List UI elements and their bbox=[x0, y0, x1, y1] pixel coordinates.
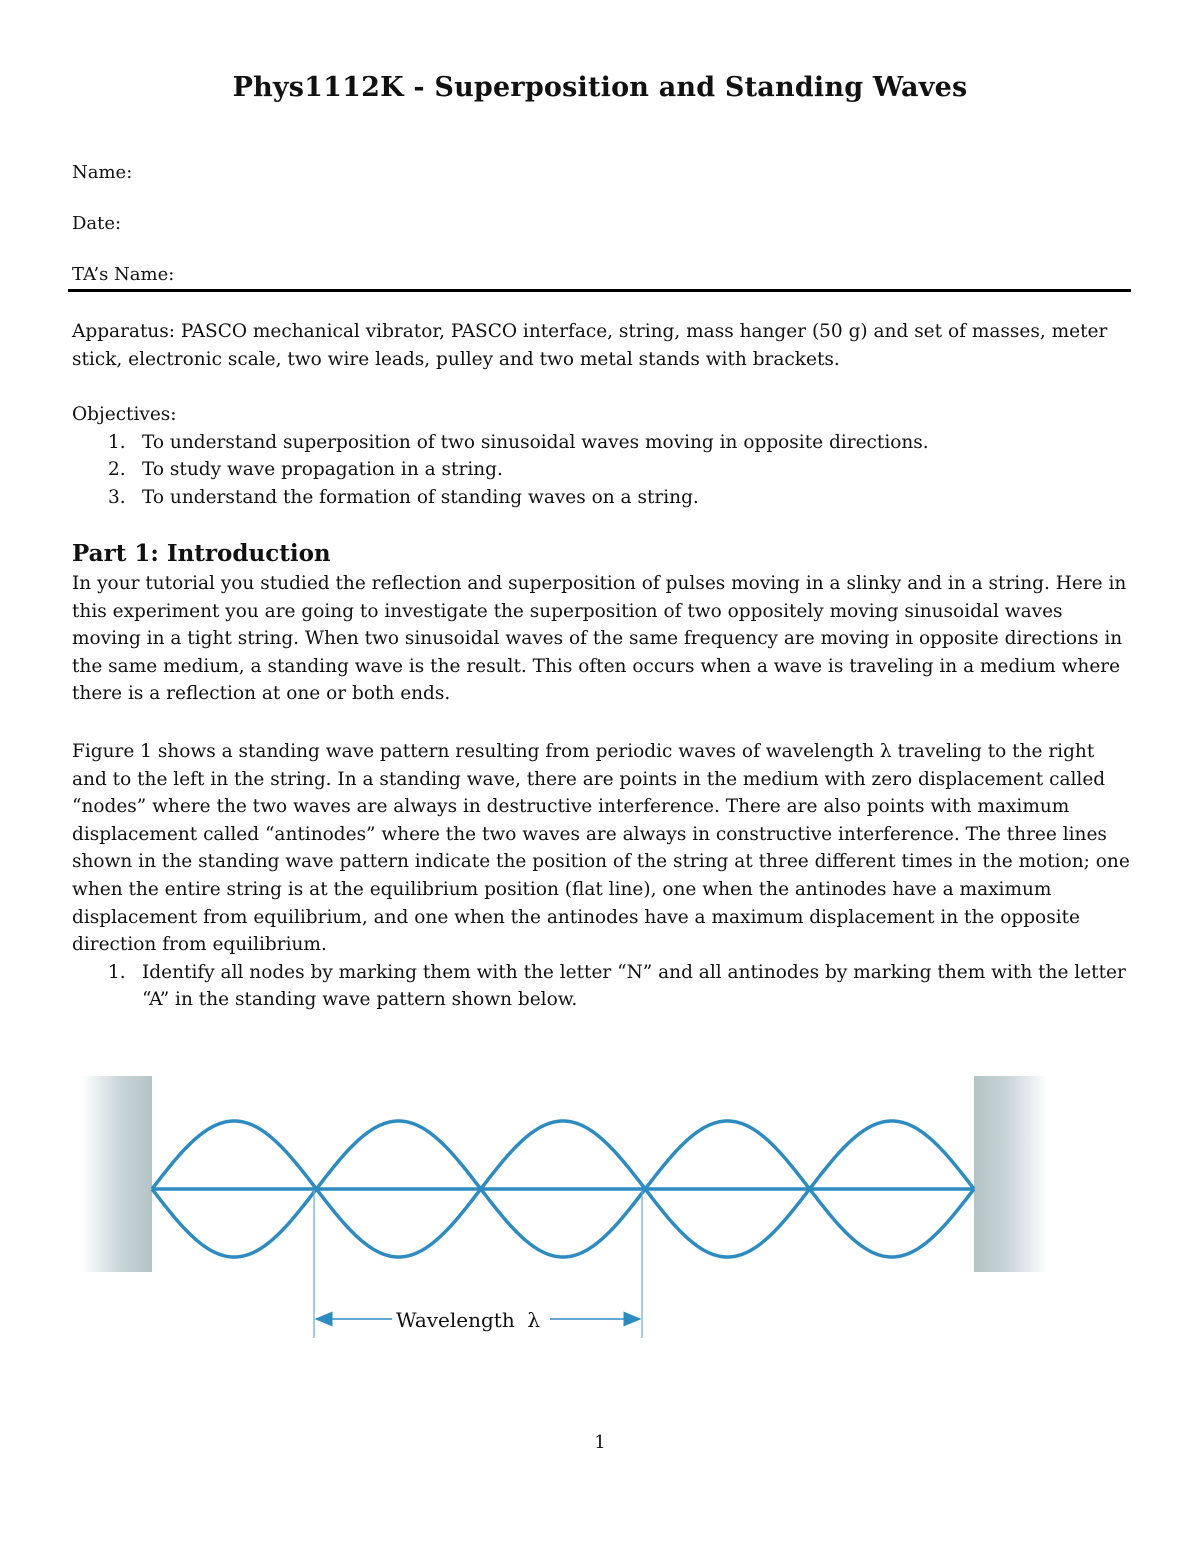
page-number: 1 bbox=[594, 1432, 606, 1453]
wavelength-label: Wavelength λ bbox=[396, 1308, 541, 1332]
right-wall bbox=[974, 1076, 1048, 1272]
date-label: Date: bbox=[72, 213, 122, 234]
section-heading: Part 1: Introduction bbox=[72, 540, 331, 567]
figure-description-paragraph: Figure 1 shows a standing wave pattern resulting from periodic waves of wavelength λ traveling to the right and to the left in the string. In a standing wave, there are points in the medium with zero displacement called “nodes” where the two waves are always in destructive interference. There are also points with maximum displacement called “antinodes” where the two waves are always in constructive interference. The three lines shown in the standing wave pattern indicate the position of the string at three different times in the motion; one when the entire string is at the equilibrium position (flat line), one when the antinodes have a maximum displacement from equilibrium, and one when the antinodes have a maximum displacement in the opposite direction from equilibrium. 1. Identify all nodes by marking them with the letter “N” and all antinodes by marking them with the letter “A” in the standing wave pattern shown below. bbox=[72, 738, 1134, 1014]
list-item: 1. To understand superposition of two sinusoidal waves moving in opposite directions. bbox=[108, 431, 929, 453]
list-item: 1. Identify all nodes by marking them with the letter “N” and all antinodes by marking them with the letter “A” in the standing wave pattern shown below. bbox=[108, 961, 1126, 1011]
left-wall bbox=[82, 1076, 152, 1272]
intro-paragraph: In your tutorial you studied the reflection and superposition of pulses moving in a slinky and in a string. Here in this experiment you are going to investigate the superposition of two oppositely moving sinusoidal waves moving in a tight string. When two sinusoidal waves of the same frequency are moving in opposite directions in the same medium, a standing wave is the result. This often occurs when a wave is traveling in a medium where there is a reflection at one or both ends. bbox=[72, 573, 1127, 705]
ta-name-label: TA’s Name: bbox=[72, 264, 175, 285]
list-item: 2. To study wave propagation in a string. bbox=[108, 459, 503, 481]
name-label: Name: bbox=[72, 162, 133, 183]
objectives-heading: Objectives: bbox=[72, 404, 177, 425]
page-title: Phys1112K - Superposition and Standing Waves bbox=[232, 72, 968, 103]
list-item: 3. To understand the formation of standing waves on a string. bbox=[108, 486, 699, 508]
apparatus-paragraph: Apparatus: PASCO mechanical vibrator, PASCO interface, string, mass hanger (50 g) and set of masses, meter stick, electronic scale, two wire leads, pulley and two metal stands with brackets. bbox=[72, 321, 1108, 370]
wave-lines bbox=[152, 1121, 974, 1257]
